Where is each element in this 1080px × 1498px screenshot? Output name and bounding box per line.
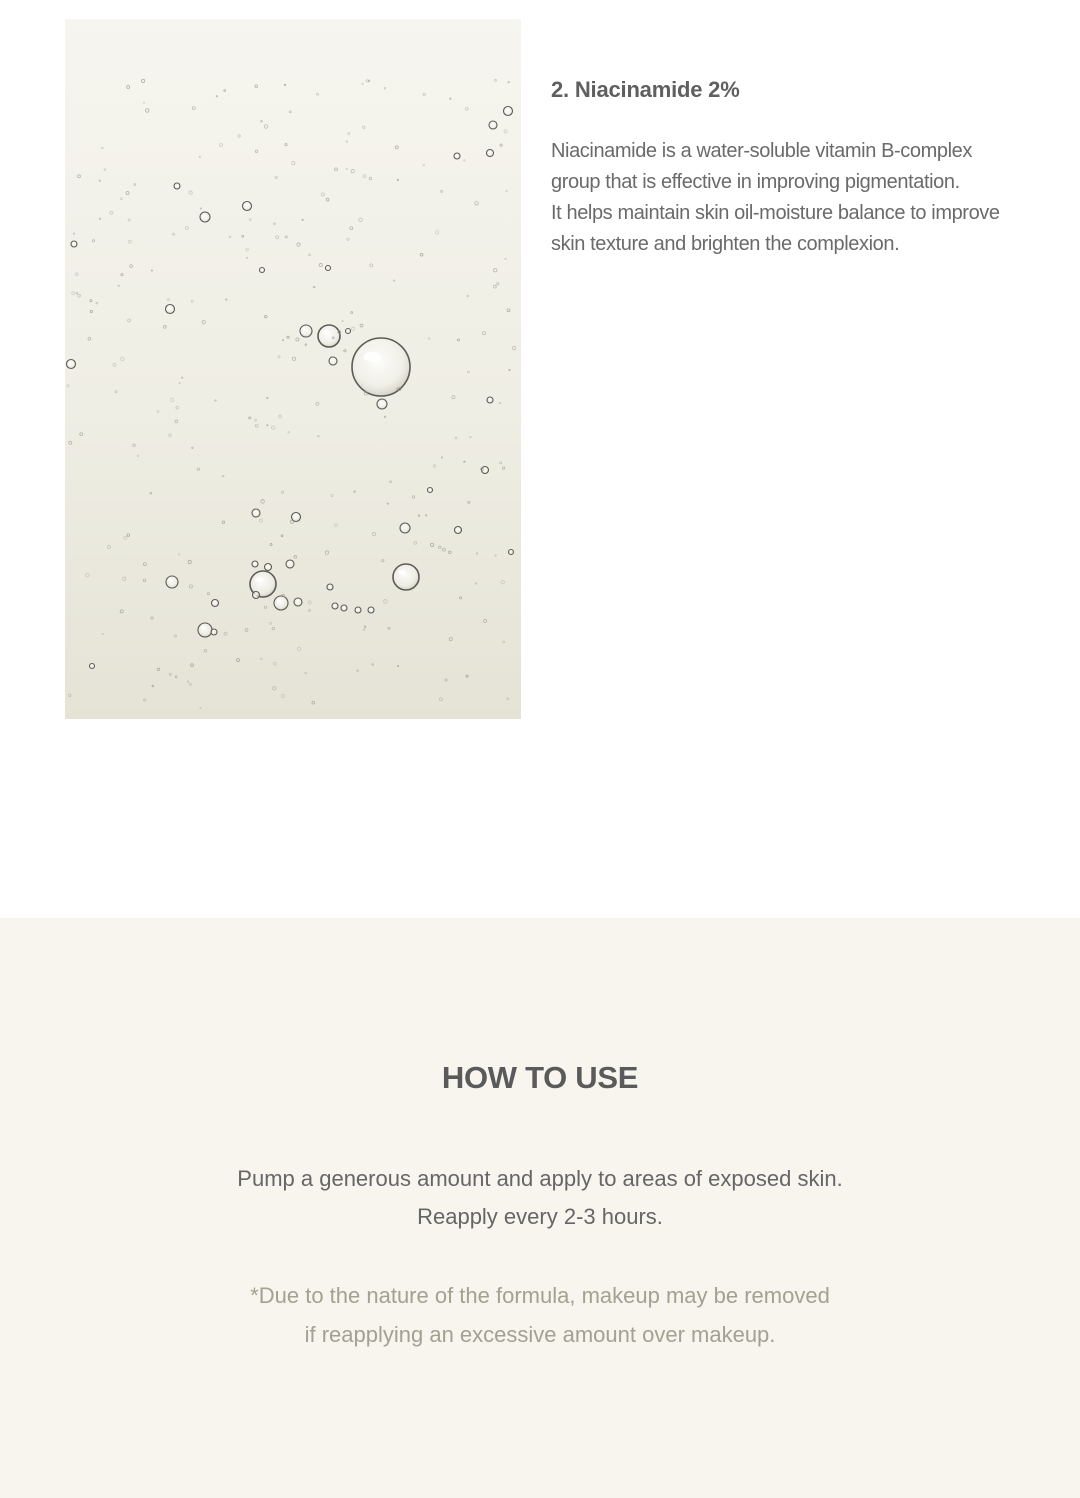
note-line: if reapplying an excessive amount over makeup. xyxy=(304,1322,776,1347)
note-line: *Due to the nature of the formula, makeup may be removed xyxy=(250,1283,830,1308)
how-to-use-instructions xyxy=(0,1160,1080,1236)
bubble xyxy=(200,212,210,222)
bubble xyxy=(292,513,301,522)
bubble xyxy=(355,607,361,613)
bubble xyxy=(487,150,494,157)
bubble xyxy=(211,629,217,635)
bubble xyxy=(212,600,219,607)
bubble-highlight xyxy=(277,599,281,602)
bubbles-photo xyxy=(65,19,521,719)
bubble xyxy=(377,399,387,409)
bubble xyxy=(243,202,252,211)
description-line: group that is effective in improving pigmentation. xyxy=(551,171,960,193)
how-to-use-note xyxy=(0,1276,1080,1354)
bubble xyxy=(166,305,175,314)
ingredient-title: 2. Niacinamide 2% xyxy=(551,77,740,102)
bubble xyxy=(504,107,513,116)
how-to-use-section xyxy=(0,918,1080,1498)
bubble xyxy=(67,360,76,369)
how-to-use-title: HOW TO USE xyxy=(441,1060,639,1095)
bubble xyxy=(352,338,410,396)
bubble xyxy=(318,325,340,347)
bubble xyxy=(400,523,410,533)
bubble xyxy=(253,592,260,599)
description-line: It helps maintain skin oil-moisture balance to improve xyxy=(551,202,1000,224)
instruction-line: Pump a generous amount and apply to areas of exposed skin. xyxy=(237,1166,843,1191)
bubble xyxy=(368,607,374,613)
ingredient-description xyxy=(551,136,1031,260)
bubble xyxy=(346,329,351,334)
bubble-highlight xyxy=(168,579,172,581)
bubble xyxy=(252,509,260,517)
ingredient-text-block xyxy=(551,74,1031,260)
bubble xyxy=(489,121,497,129)
bubble-highlight xyxy=(322,330,329,334)
bubble-highlight xyxy=(255,577,263,582)
bubble xyxy=(327,584,333,590)
bubble xyxy=(329,357,337,365)
bubble xyxy=(265,564,272,571)
bubble-highlight xyxy=(201,626,205,629)
bubble xyxy=(332,603,338,609)
photo-background xyxy=(65,19,521,719)
bubble xyxy=(341,605,347,611)
instruction-line: Reapply every 2-3 hours. xyxy=(417,1204,663,1229)
bubble xyxy=(198,623,212,637)
bubble xyxy=(286,560,294,568)
bubble xyxy=(90,664,95,669)
bubble xyxy=(428,488,433,493)
bubble xyxy=(300,325,312,337)
description-line: skin texture and brighten the complexion. xyxy=(551,233,900,255)
description-line: Niacinamide is a water-soluble vitamin B-complex xyxy=(551,140,972,162)
bubble-highlight xyxy=(364,352,381,362)
bubble xyxy=(509,550,514,555)
bubble xyxy=(274,596,288,610)
bubble xyxy=(294,598,302,606)
bubble xyxy=(455,527,462,534)
bubble xyxy=(166,576,178,588)
bubble xyxy=(393,564,419,590)
bubble xyxy=(454,153,460,159)
bubble xyxy=(252,561,258,567)
bubble xyxy=(326,266,331,271)
bubble xyxy=(487,397,493,403)
bubble xyxy=(71,241,77,247)
bubble xyxy=(260,268,265,273)
bubble-highlight xyxy=(302,328,306,330)
bubble xyxy=(174,183,180,189)
bubble-highlight xyxy=(398,570,406,575)
